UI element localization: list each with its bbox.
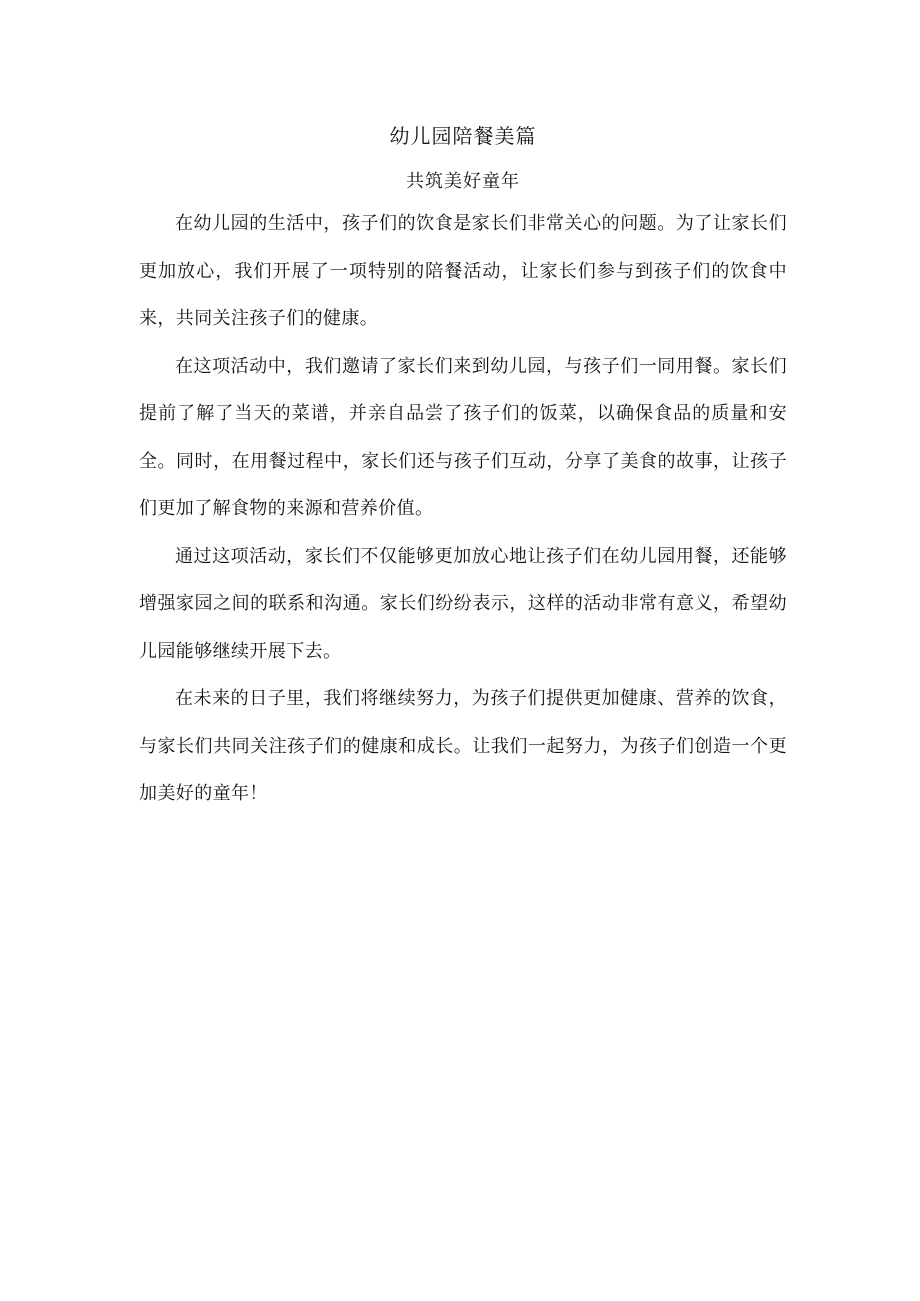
paragraph-3: 通过这项活动，家长们不仅能够更加放心地让孩子们在幼儿园用餐，还能够增强家园之间的联系和沟通。家长们纷纷表示，这样的活动非常有意义，希望幼儿园能够继续开展下去。 [139,545,787,662]
paragraph-4: 在未来的日子里，我们将继续努力，为孩子们提供更加健康、营养的饮食，与家长们共同关注孩子们的健康和成长。让我们一起努力，为孩子们创造一个更加美好的童年！ [139,688,787,804]
paragraph-2: 在这项活动中，我们邀请了家长们来到幼儿园，与孩子们一同用餐。家长们提前了解了当天的菜谱，并亲自品尝了孩子们的饭菜，以确保食品的质量和安全。同时，在用餐过程中，家长们还与孩子们互动，分享了美食的故事，让孩子们更加了解食物的来源和营养价值。 [139,355,787,519]
document-subtitle: 共筑美好童年 [406,171,520,192]
document-title: 幼儿园陪餐美篇 [389,124,537,148]
document-body [139,118,787,818]
paragraph-1: 在幼儿园的生活中，孩子们的饮食是家长们非常关心的问题。为了让家长们更加放心，我们开展了一项特别的陪餐活动，让家长们参与到孩子们的饮食中来，共同关注孩子们的健康。 [139,213,787,329]
